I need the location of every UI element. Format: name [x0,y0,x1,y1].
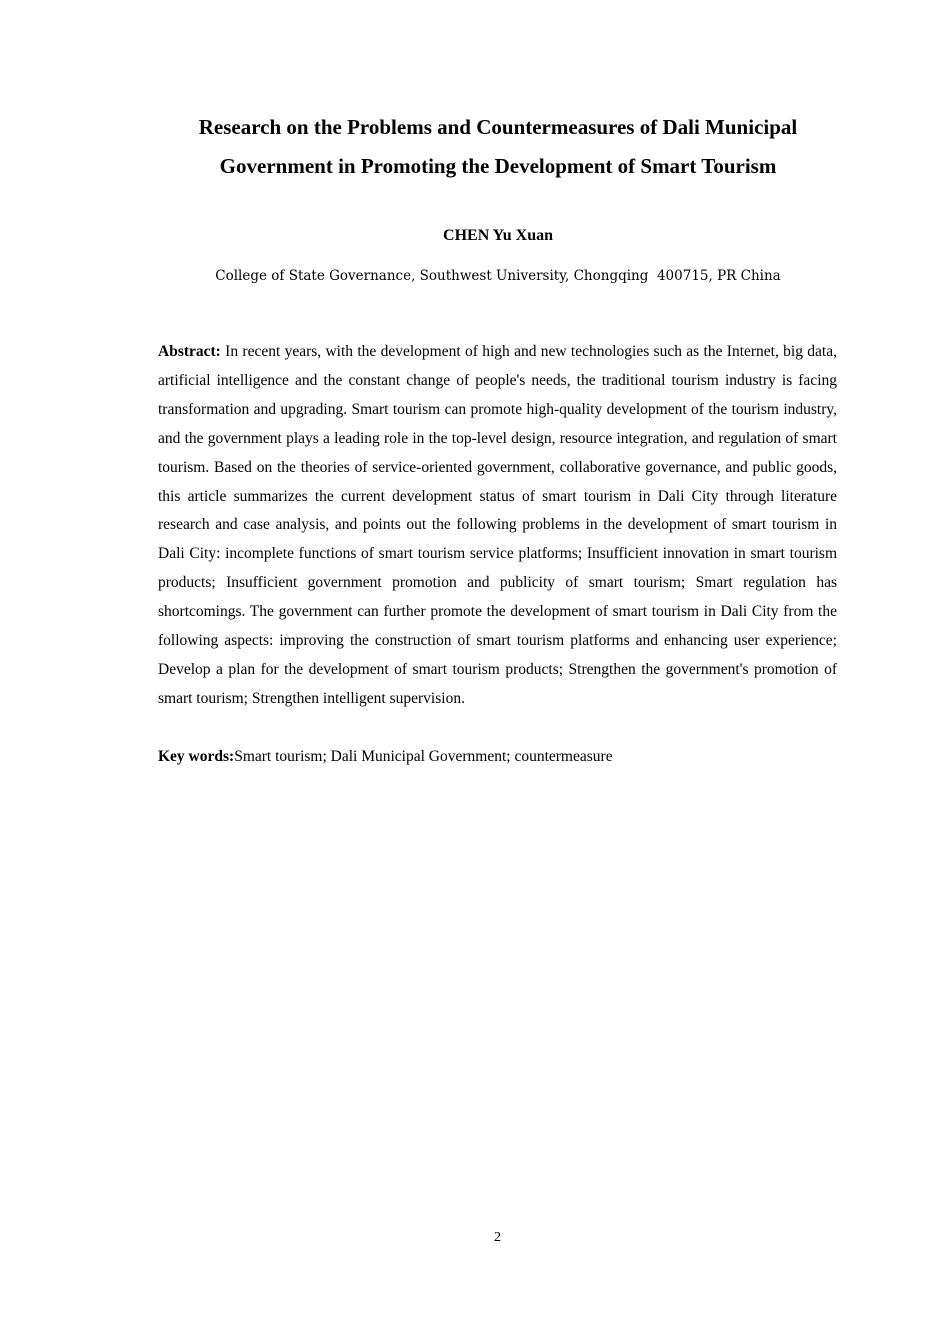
author-affiliation: College of State Governance, Southwest University, Chongqing 400715, PR China [215,268,781,284]
abstract-paragraph [158,338,837,714]
paper-title-line-1: Research on the Problems and Countermeasures of Dali Municipal [198,115,798,139]
paper-title [158,108,838,186]
author-name: CHEN Yu Xuan [443,227,553,244]
keywords-text: Smart tourism; Dali Municipal Government; countermeasure [234,748,613,765]
abstract-label: Abstract: [158,343,221,360]
keywords-label: Key words: [158,748,235,765]
keywords-paragraph [158,743,837,772]
page-number: 2 [494,1230,501,1245]
abstract-text: In recent years, with the development of high and new technologies such as the Internet, big data, artificial intelligence and the constant change of people's needs, the traditional tourism industry is facing transformation and upgrading. Smart tourism can promote high-quality development of the tourism industry, and the government plays a leading role in the top-level design, resource integration, and regulation of smart tourism. Based on the theories of service-oriented government, collaborative governance, and public goods, this article summarizes the current development status of smart tourism in Dali City through literature research and case analysis, and points out the following problems in the development of smart tourism in Dali City: incomplete functions of smart tourism service platforms; Insufficient innovation in smart tourism products; Insufficient government promotion and publicity of smart tourism; Smart regulation has shortcomings. The government can further promote the development of smart tourism in Dali City from the following aspects: improving the construction of smart tourism platforms and enhancing user experience; Develop a plan for the development of smart tourism products; Strengthen the government's promotion of smart tourism; Strengthen intelligent supervision. [158,343,837,707]
paper-title-line-2: Government in Promoting the Development of Smart Tourism [219,154,777,178]
